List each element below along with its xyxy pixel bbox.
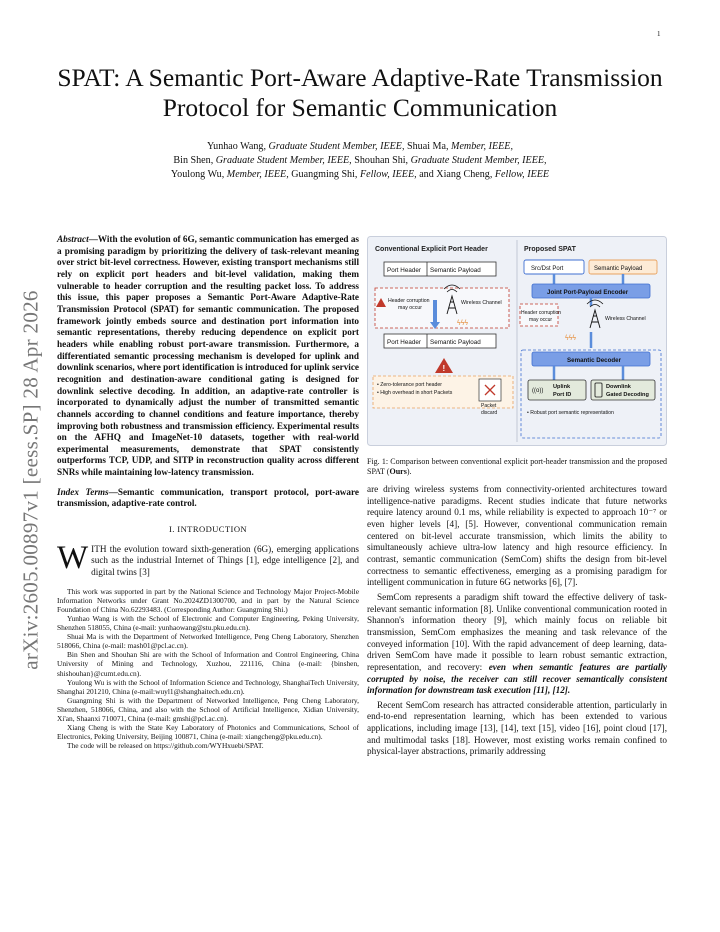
- footnote: Shuai Ma is with the Department of Networked Intelligence, Peng Cheng Laboratory, Shenzhen 518066, China (e-mail: mash01@pcl.ac.cn).: [57, 632, 359, 651]
- body-paragraph: [367, 592, 667, 697]
- caption-suffix: ).: [406, 467, 412, 476]
- footnote: Yunhao Wang is with the School of Electronic and Computer Engineering, Peking University, Shenzhen 518055, China (e-mail: yunhaowang@stu.pku.edu.cn).: [57, 614, 359, 633]
- caption-text: Fig. 1: Comparison between conventional explicit port-header transmission and the proposed SPAT (: [367, 457, 667, 476]
- author-name: Yunhao Wang,: [207, 141, 269, 152]
- footnote: The code will be released on https://github.com/WYHxuebi/SPAT.: [67, 741, 264, 751]
- figure-1-diagram: [367, 236, 667, 446]
- intro-paragraph: [57, 539, 359, 579]
- author-line-3: [60, 168, 660, 182]
- footnote: Youlong Wu is with the School of Information Science and Technology, ShanghaiTech University, Shanghai 201210, China (e-mail:wuyl1@shanghaitech.edu.cn).: [57, 677, 359, 696]
- author-role: Graduate Student Member, IEEE,: [268, 141, 405, 152]
- semantic-payload-label: Semantic Payload: [430, 339, 481, 346]
- author-role: Fellow, IEEE: [494, 169, 550, 180]
- semantic-decoder-label: Semantic Decoder: [567, 357, 621, 364]
- author-line-2: [60, 154, 660, 168]
- may-occur-label: may occur: [398, 305, 422, 311]
- corruption-region: [375, 288, 509, 328]
- abstract: [57, 234, 359, 479]
- author-role: Graduate Student Member, IEEE,: [410, 155, 547, 166]
- robust-port-label: • Robust port semantic representation: [527, 410, 614, 416]
- author-name: Bin Shen,: [173, 155, 216, 166]
- author-name: Shuai Ma,: [404, 141, 452, 152]
- author-role: Graduate Student Member, IEEE,: [215, 155, 352, 166]
- footnotes: [57, 587, 359, 751]
- joint-encoder-label: Joint Port-Payload Encoder: [547, 289, 629, 296]
- author-role: Member, IEEE,: [226, 169, 289, 180]
- uplink-label: Uplink: [553, 384, 571, 390]
- noise-icon: ϟϟϟ: [565, 335, 577, 342]
- right-column: [367, 484, 667, 758]
- index-terms: [57, 487, 359, 510]
- body-paragraph: are driving wireless systems from connectivity-oriented architectures toward intelligence-native paradigms. Recent studies indicate that future networks require latency around 0.1 ms, while reliability is expected to approach 10⁻⁷ or even higher levels [4], [5]. However, conventional communication remain centered on bit-level accurate transmission, which limits the ability to simultaneously achieve ultra-low latency and high resource efficiency. In contrast, semantic communication (SemCom) shifts the design from bit-level correctness to semantic effectiveness, emerging as a promising paradigm for intelligent communication in future 6G networks [6], [7].: [367, 484, 667, 588]
- port-header-label: Port Header: [387, 267, 421, 274]
- semantic-payload-label: Semantic Payload: [594, 266, 643, 272]
- high-overhead-label: • High overhead in short Packets: [377, 390, 453, 396]
- gated-decoding-label: Gated Decoding: [606, 392, 649, 398]
- src-dst-port-label: Src/Dst Port: [531, 266, 564, 272]
- downlink-label: Downlink: [606, 384, 631, 390]
- wireless-channel-label: Wireless Channel: [461, 300, 502, 306]
- footnote: This work was supported in part by the National Science and Technology Major Project-Mobile Information Networks under Grant No.2024ZD1300700, and in part by the Natural Science Foundation of China No.62293483. (Corresponding Author: Guangming Shi.): [57, 586, 359, 614]
- author-name: Shouhan Shi,: [351, 155, 411, 166]
- footnote: Bin Shen and Shouhan Shi are with the School of Information and Control Engineering, China University of Mining and Technology, Xuzhou, 221116, China (e-mail: {binshen, shishouhan}@cumt.edu.cn).: [57, 650, 359, 678]
- wireless-channel-label: Wireless Channel: [605, 316, 646, 322]
- body-text: SemCom represents a paradigm shift toward the effective delivery of task-relevant semantic information [8]. Unlike conventional communication rooted in Shannon's information theory [9], which mainly focus on reliable bit transmission, SemCom emphasizes the meaning and task relevance of the conveyed information [10]. With the rapid advancement of deep learning, data-driven SemCom have made it possible to learn robust semantic extraction, representation, and recovery:: [367, 591, 667, 672]
- port-id-label: Port ID: [553, 392, 572, 398]
- author-role: Member, IEEE,: [451, 141, 513, 152]
- noise-icon: ϟϟϟ: [457, 320, 469, 327]
- body-paragraph: Recent SemCom research has attracted considerable attention, particularly in end-to-end representation learning, which has been extended to various applications, including image [13], [14], text [15], video [16], point cloud [17], and multimodal tasks [18]. However, most existing works remain confined to physical-layer abstractions, primarily addressing: [367, 699, 667, 757]
- index-terms-lead: Index Terms: [57, 486, 109, 497]
- footnote: Guangming Shi is with the Department of Networked Intelligence, Peng Cheng Laboratory, Shenzhen, 518066, China, and also with the School of Artificial Intelligence, Xidian University, Xi'an, Shaanxi 710071, China (e-mail: gmshi@pcl.ac.cn).: [57, 695, 359, 724]
- packet-label: Packet: [481, 403, 497, 409]
- header-corruption-label: Header corruption: [388, 298, 430, 304]
- arxiv-id: arXiv:2605.00897v1 [eess.SP] 28 Apr 2026: [18, 290, 43, 670]
- caption-bold: Ours: [389, 467, 407, 476]
- abstract-lead: Abstract: [57, 234, 89, 244]
- semantic-payload-label: Semantic Payload: [430, 267, 481, 274]
- intro-text: ITH the evolution toward sixth-generation (6G), emerging applications such as the industrial Internet of Things [1], edge intelligence [2], and digital twins [3]: [91, 543, 359, 578]
- port-header-label: Port Header: [387, 339, 421, 346]
- index-terms-text: —Semantic communication, transport protocol, port-aware transmission, adaptive-rate control.: [57, 486, 360, 509]
- left-panel-title: Conventional Explicit Port Header: [375, 246, 488, 253]
- page-number: 1: [657, 30, 661, 38]
- author-name: and Xiang Cheng,: [416, 169, 495, 180]
- author-name: Youlong Wu,: [170, 169, 227, 180]
- uplink-icon: ((o)): [532, 388, 544, 394]
- author-list: [60, 140, 660, 182]
- author-name: Guangming Shi,: [288, 169, 360, 180]
- footnote: Xiang Cheng is with the State Key Laboratory of Photonics and Communications, School of Electronics, Peking University, Beijing 100871, China (e-mail: xiangcheng@pku.edu.cn).: [57, 723, 359, 742]
- figure-caption: [367, 457, 667, 477]
- zero-tolerance-label: • Zero-tolerance port header: [377, 382, 442, 388]
- emphasized-text: even when semantic features are partially corrupted by noise, the receiver can still recover semantically consistent information for downstream task execution [11], [12].: [367, 661, 668, 696]
- right-panel-title: Proposed SPAT: [524, 246, 576, 253]
- paper-title: SPAT: A Semantic Port-Aware Adaptive-Rate Transmission Protocol for Semantic Communication: [57, 63, 663, 122]
- arxiv-sidebar: [16, 255, 46, 705]
- author-role: Fellow, IEEE,: [359, 169, 417, 180]
- figure-1: [367, 236, 667, 446]
- header-corruption-label: Header corruption: [521, 310, 562, 316]
- section-heading: I. INTRODUCTION: [168, 524, 248, 535]
- abstract-text: —With the evolution of 6G, semantic communication has emerged as a promising paradigm by prioritizing the delivery of task-relevant meaning over strict bit-level correctness. However, existing transport mechanisms still rely on explicit port headers and bit-level validation, making them vulnerable to header corruption and the resulting packet loss. To address this issue, this paper proposes a Semantic Port-Aware Adaptive-Rate Transmission Protocol (SPAT) for semantic communication. The proposed framework jointly embeds source and destination port information into semantic representations, thereby reducing dependence on explicit port headers while enabling robust port-aware transmission. Furthermore, a differentiated semantic processing mechanism is developed for uplink and downlink scenarios, where port identification is introduced for uplink service recognition and destination-aware conditional gating is designed for downlink selective decoding. In addition, an adaptive-rate controller is incorporated to dynamically adjust the number of transmitted semantic channels according to channel conditions and feature importance, thereby improving both robustness and transmission efficiency. Experimental results on the AFHQ and ImageNet-10 datasets, together with real-world experimental measurements, demonstrate that SPAT consistently outperforms TCP, UDP, and SITP in reconstruction quality across different SNRs while maintaining low-latency transmission.: [57, 234, 359, 478]
- author-line-1: [60, 140, 660, 154]
- left-column: [57, 234, 359, 750]
- warning-mark: !: [442, 364, 446, 373]
- drop-cap: W: [57, 539, 89, 576]
- discard-label: discard: [481, 410, 498, 416]
- may-occur-label: may occur: [529, 317, 553, 323]
